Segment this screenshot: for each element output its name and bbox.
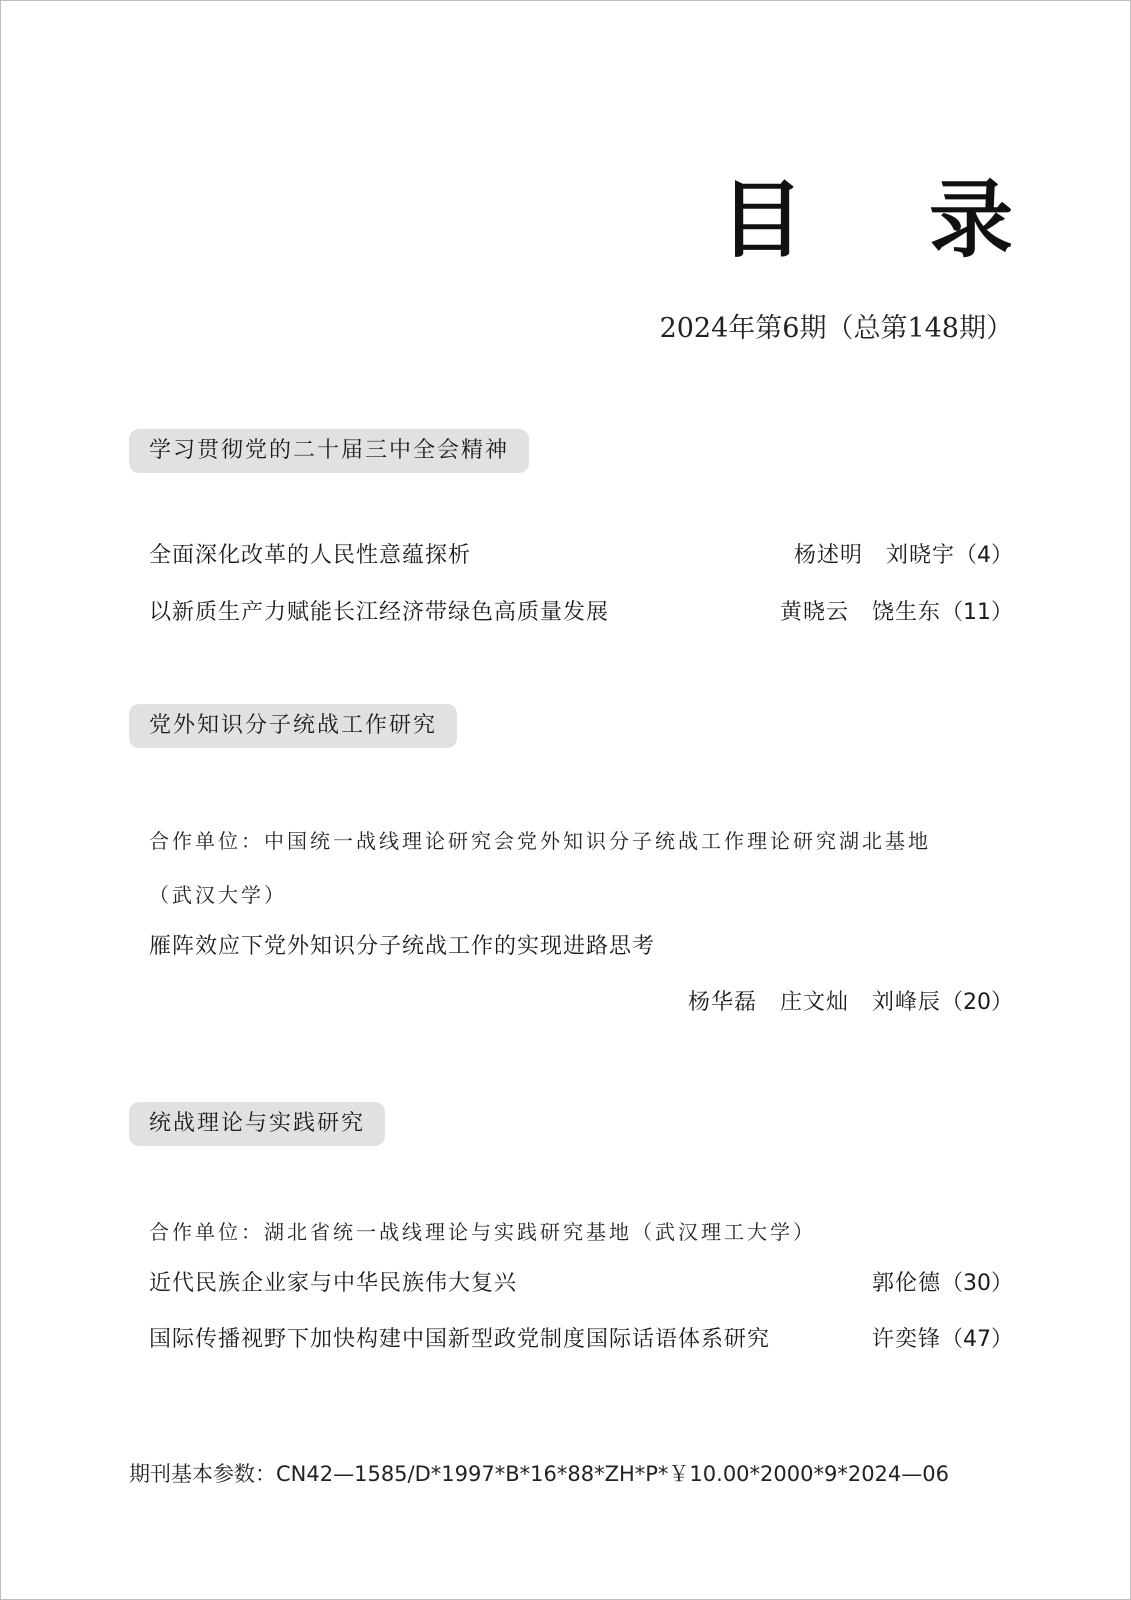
toc-entry[interactable] <box>149 597 1013 629</box>
section-heading-3: 统战理论与实践研究 <box>129 1102 385 1146</box>
section-heading-2: 党外知识分子统战工作研究 <box>129 704 457 748</box>
toc-entry[interactable] <box>149 931 1013 963</box>
partner-note-line1: 合作单位：湖北省统一战线理论与实践研究基地（武汉理工大学） <box>149 1220 816 1244</box>
article-authors: 杨华磊 庄文灿 刘峰辰 <box>687 990 941 1015</box>
page-title: 目 录 <box>719 170 1061 269</box>
page-number: （47） <box>941 1327 1013 1352</box>
article-title: 以新质生产力赋能长江经济带绿色高质量发展 <box>149 600 610 625</box>
article-authors: 许奕锋 <box>871 1327 941 1352</box>
article-authors: 黄晓云 饶生东 <box>779 600 941 625</box>
article-byline <box>872 1324 1013 1356</box>
page-number: （4） <box>955 543 1013 568</box>
article-byline <box>780 597 1013 629</box>
section-heading-1: 学习贯彻党的二十届三中全会精神 <box>129 429 529 473</box>
article-title: 国际传播视野下加快构建中国新型政党制度国际话语体系研究 <box>149 1327 771 1352</box>
issue-number: 2024年第6期（总第148期） <box>659 313 1013 344</box>
article-byline <box>794 540 1013 572</box>
page-number: （30） <box>941 1271 1013 1296</box>
article-title: 近代民族企业家与中华民族伟大复兴 <box>149 1271 518 1296</box>
page-number: （11） <box>941 600 1013 625</box>
toc-entry[interactable] <box>149 1268 1013 1300</box>
article-title: 雁阵效应下党外知识分子统战工作的实现进路思考 <box>149 934 656 959</box>
article-title: 全面深化改革的人民性意蕴探析 <box>149 543 472 568</box>
article-authors: 杨述明 刘晓宇 <box>793 543 955 568</box>
toc-entry[interactable] <box>149 540 1013 572</box>
article-authors: 郭伦德 <box>871 1271 941 1296</box>
partner-note-line2: （武汉大学） <box>149 883 287 907</box>
article-byline <box>688 987 1013 1019</box>
partner-note-line1: 合作单位：中国统一战线理论研究会党外知识分子统战工作理论研究湖北基地 <box>149 829 931 853</box>
article-byline <box>872 1268 1013 1300</box>
journal-parameters: 期刊基本参数：CN42—1585/D*1997*B*16*88*ZH*P*￥10.00*2000*9*2024—06 <box>129 1462 950 1486</box>
toc-entry-byline <box>149 987 1013 1019</box>
page-number: （20） <box>941 990 1013 1015</box>
toc-entry[interactable] <box>149 1324 1013 1356</box>
